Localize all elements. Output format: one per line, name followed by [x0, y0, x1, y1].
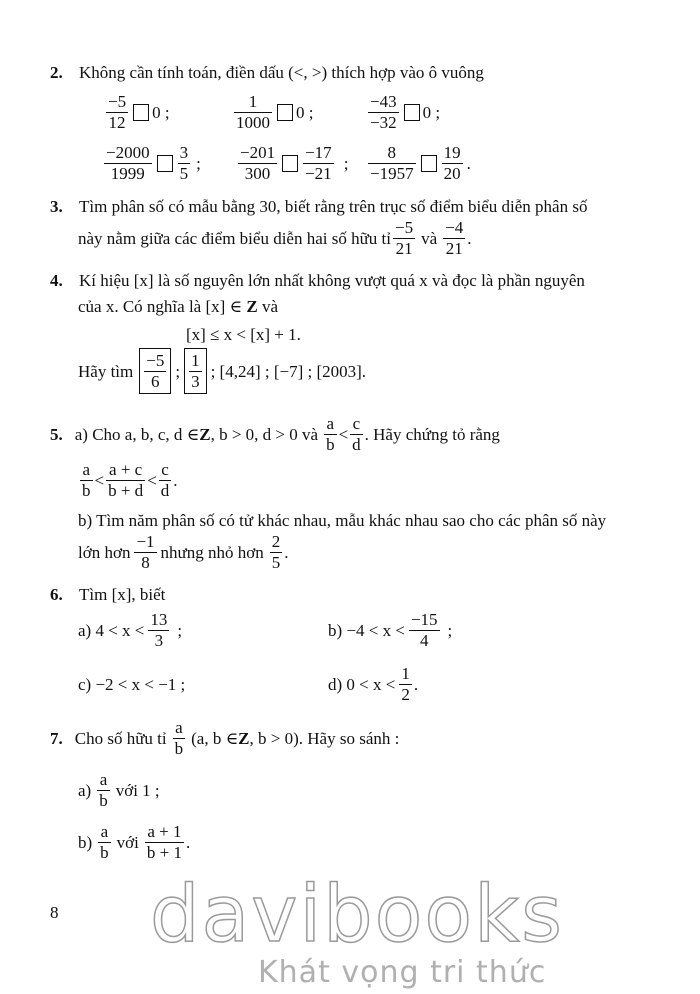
fraction: $\frac{-43}{-32}$	[370, 92, 397, 132]
text: a) 4 < x <	[78, 620, 145, 640]
fraction: $\frac{19}{20}$	[443, 143, 461, 183]
problem-5-inequality	[78, 460, 178, 500]
fraction: $\frac{8}{-1957}$	[370, 143, 414, 183]
fraction: $\frac{-5}{12}$	[108, 92, 127, 132]
integer-set-symbol: Z	[199, 424, 211, 444]
period: .	[185, 832, 191, 852]
problem-3-line-1	[50, 198, 587, 215]
fraction: $\frac{-4}{21}$	[445, 218, 464, 258]
problem-4-line-1	[50, 272, 585, 289]
problem-2-row-1-c	[366, 92, 440, 132]
floor-bracket: $\frac{-5}{6}$	[139, 348, 171, 394]
part-label: a)	[78, 780, 92, 800]
fraction: $\frac{-1}{8}$	[136, 532, 155, 572]
watermark-slogan: Khát vọng tri thức	[258, 955, 547, 990]
fraction: $\frac{3}{5}$	[179, 143, 189, 183]
answer-box[interactable]	[404, 104, 420, 121]
period: .	[284, 542, 289, 562]
text: b) −4 < x <	[328, 620, 405, 640]
comparison-rhs: 0 ;	[152, 102, 170, 122]
problem-5-part-b-line-1: b) Tìm năm phân số có tử khác nhau, mẫu khác nhau sao cho các phân số này	[78, 511, 607, 530]
text: , b > 0, d > 0 và	[210, 424, 319, 444]
fraction: $\frac{a}{b}$	[326, 414, 335, 454]
problem-number: 6.	[50, 585, 63, 604]
fraction: $\frac{13}{3}$	[150, 610, 168, 650]
fraction: $\frac{2}{5}$	[271, 532, 281, 572]
problem-6-heading	[50, 586, 165, 603]
problem-text: Kí hiệu [x] là số nguyên lớn nhất không vượt quá x và đọc là phần nguyên	[79, 271, 585, 290]
problem-2-row-1-b	[232, 92, 313, 132]
problem-2-row-1	[104, 92, 170, 132]
comparison-rhs: 0 ;	[422, 102, 441, 122]
period: .	[413, 674, 419, 694]
text: d) 0 < x <	[328, 674, 396, 694]
answer-box[interactable]	[157, 155, 173, 172]
problem-2-row-2-c	[366, 143, 471, 183]
page-number: 8	[50, 903, 59, 922]
problem-number: 4.	[50, 271, 63, 290]
fraction: $\frac{-15}{4}$	[410, 610, 438, 650]
integer-set-symbol: Z	[246, 297, 258, 316]
comparison-rhs: 0 ;	[296, 102, 314, 122]
fraction: $\frac{a}{b}$	[82, 460, 91, 500]
problem-5-part-b-line-2	[78, 532, 289, 572]
text: ; [4,24] ; [−7] ; [2003].	[210, 361, 367, 381]
problem-number: 3.	[50, 197, 63, 216]
period: .	[173, 470, 178, 490]
problem-6-c: c) −2 < x < −1 ;	[78, 675, 186, 694]
problem-5-part-a	[50, 414, 500, 454]
operator: <	[94, 470, 105, 490]
answer-box[interactable]	[133, 104, 149, 121]
conjunction: và	[421, 228, 438, 248]
problem-number: 7.	[50, 728, 63, 748]
watermark-brand: davibooks	[150, 870, 564, 960]
separator: ;	[447, 620, 453, 640]
problem-2-row-2-b	[236, 143, 348, 183]
problem-4-line-2	[78, 298, 278, 315]
fraction: $\frac{a}{b}$	[174, 718, 184, 758]
problem-text: Không cần tính toán, điền dấu (<, >) thích hợp vào ô vuông	[79, 63, 484, 82]
fraction: $\frac{c}{d}$	[160, 460, 170, 500]
problem-text: Tìm phân số có mẫu bằng 30, biết rằng trên trục số điểm biểu diễn phân số	[79, 197, 588, 216]
operator: <	[147, 470, 157, 490]
fraction: $\frac{c}{d}$	[352, 414, 361, 454]
text: Cho số hữu tỉ	[74, 728, 167, 748]
operator: <	[338, 424, 349, 444]
problem-2-heading	[50, 64, 484, 81]
problem-number: 2.	[50, 63, 63, 82]
text: . Hãy chứng tỏ rằng	[364, 424, 500, 444]
fraction: $\frac{1}{1000}$	[236, 92, 270, 132]
fraction: $\frac{-17}{-21}$	[305, 143, 332, 183]
text: và	[257, 297, 279, 316]
fraction: $\frac{a}{b}$	[100, 822, 109, 862]
integer-set-symbol: Z	[238, 728, 250, 748]
answer-box[interactable]	[421, 155, 437, 172]
fraction: $\frac{a}{b}$	[99, 770, 108, 810]
fraction: $\frac{1}{2}$	[401, 664, 410, 704]
problem-7-heading	[50, 718, 399, 758]
problem-7-b	[78, 822, 190, 862]
fraction: $\frac{-201}{300}$	[240, 143, 276, 183]
separator: ;	[196, 153, 201, 173]
answer-box[interactable]	[282, 155, 298, 172]
text: lớn hơn	[78, 542, 131, 562]
period: .	[467, 228, 472, 248]
problem-6-d	[328, 664, 418, 704]
problem-number: 5.	[50, 424, 63, 444]
floor-bracket: $\frac{1}{3}$	[184, 348, 207, 394]
problem-4-formula: [x] ≤ x < [x] + 1.	[186, 325, 301, 344]
separator: ;	[343, 153, 349, 173]
text: a) Cho a, b, c, d ∈	[74, 424, 200, 444]
problem-6-b	[328, 610, 452, 650]
problem-6-a	[78, 610, 182, 650]
separator: ;	[177, 620, 183, 640]
part-label: b)	[78, 832, 93, 852]
problem-4-find	[78, 348, 366, 394]
text: với	[116, 832, 139, 852]
fraction: $\frac{-5}{21}$	[395, 218, 414, 258]
text: , b > 0). Hãy so sánh :	[249, 728, 400, 748]
separator: .	[466, 153, 471, 173]
problem-2-row-2-a	[102, 143, 201, 183]
answer-box[interactable]	[277, 104, 293, 121]
text: với 1 ;	[115, 780, 160, 800]
problem-text: Tìm [x], biết	[79, 585, 166, 604]
fraction: $\frac{a + 1}{b + 1}$	[146, 822, 182, 862]
text: Hãy tìm	[78, 361, 134, 381]
separator: ;	[175, 361, 181, 381]
fraction: $\frac{-2000}{1999}$	[106, 143, 150, 183]
problem-3-line-2	[78, 218, 472, 258]
text: của x. Có nghĩa là [x] ∈	[78, 297, 247, 316]
text: nhưng nhỏ hơn	[160, 542, 264, 562]
text: (a, b ∈	[191, 728, 239, 748]
problem-text: này nằm giữa các điểm biểu diễn hai số hữu tỉ	[78, 228, 392, 248]
fraction: $\frac{a + c}{b + d}$	[108, 460, 144, 500]
problem-7-a	[78, 770, 160, 810]
